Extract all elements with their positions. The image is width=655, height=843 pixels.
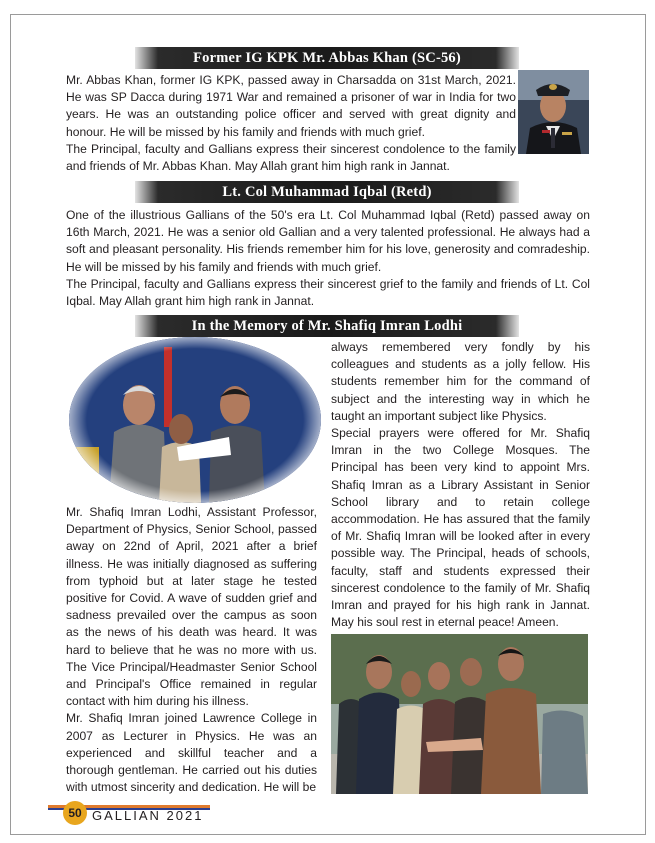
section-heading-shafiq-imran (135, 315, 519, 337)
page-number: 50 (63, 801, 87, 825)
article-paragraph: The Principal, faculty and Gallians express their sincerest condolence to the family and friends of Mr. Abbas Khan. May Allah grant him high rank in Jannat. (66, 141, 516, 174)
section-heading-abbas-khan (135, 47, 519, 69)
section-title: Former IG KPK Mr. Abbas Khan (SC-56) (193, 49, 461, 66)
article-paragraph: Mr. Shafiq Imran Lodhi, Assistant Professor, Department of Physics, Senior School, passed away on 22nd of April, 2021 after a brief illness. He was initially diagnosed as suffering from typhoid but at later stage he tested positive for Covid. A wave of sudden grief and sadness prevailed over the campus as soon as the news of his death was heard. It was hard to believe that he was no more with us. The Vice Principal/Headmaster Senior School and Principal's Office remained in regular contact with him during his illness. (66, 505, 317, 709)
article-paragraph: always remembered very fondly by his colleagues and students as a jolly fellow. His students remember him for the command of subject and the interesting way in which he taught an important subject like Physics. (331, 340, 590, 423)
publication-title: GALLIAN 2021 (92, 808, 204, 823)
article-paragraph: Mr. Abbas Khan, former IG KPK, passed away in Charsadda on 31st March, 2021. He was SP Dacca during 1971 War and remained a prisoner of war in India for two years. He was an outstanding police officer and served with great dignity and honour. He will be missed by his family and friends with much grief. (66, 73, 516, 139)
article-paragraph: The Principal, faculty and Gallians express their sincerest grief to the family and friends of Lt. Col Iqbal. May Allah grant him high rank in Jannat. (66, 276, 590, 309)
article-paragraph: One of the illustrious Gallians of the 50's era Lt. Col Muhammad Iqbal (Retd) passed away on 16th March, 2021. He was a senior old Gallian and a very talented professional. He always had a soft and pleasant personality. His friends remember him for his love, generosity and comradeship. He will be missed by his family and friends with much grief. (66, 208, 590, 274)
section-title: Lt. Col Muhammad Iqbal (Retd) (222, 183, 432, 200)
award-ceremony-photo-icon (69, 337, 321, 503)
article-paragraph: Mr. Shafiq Imran joined Lawrence College in 2007 as Lecturer in Physics. He was an experienced and skillful teacher and a thorough gentleman. He carried out his duties with utmost sincerity and dedication. He will be (66, 711, 317, 795)
article-paragraph: Special prayers were offered for Mr. Shafiq Imran in the two College Mosques. The Principal has been very kind to appoint Mrs. Shafiq Imran as a Library Assistant in Senior School library and to retain college accommodation. He has assured that the family of Mr. Shafiq Imran will be looked after in every possible way. The Principal, heads of schools, faculty, staff and students expressed their sincerest condolence to the family of Mr. Shafiq Imran and prayed for his high rank in Jannat. May his soul rest in eternal peace! Ameen. (331, 426, 590, 630)
section-title: In the Memory of Mr. Shafiq Imran Lodhi (191, 317, 463, 334)
shafiq-imran-article-right (331, 339, 590, 631)
police-officer-portrait-icon (518, 70, 589, 154)
abbas-khan-article (66, 72, 516, 175)
group-handshake-photo-icon (331, 634, 588, 794)
section-heading-muhammad-iqbal (135, 181, 519, 203)
shafiq-imran-article-left (66, 504, 317, 796)
muhammad-iqbal-article (66, 207, 590, 310)
